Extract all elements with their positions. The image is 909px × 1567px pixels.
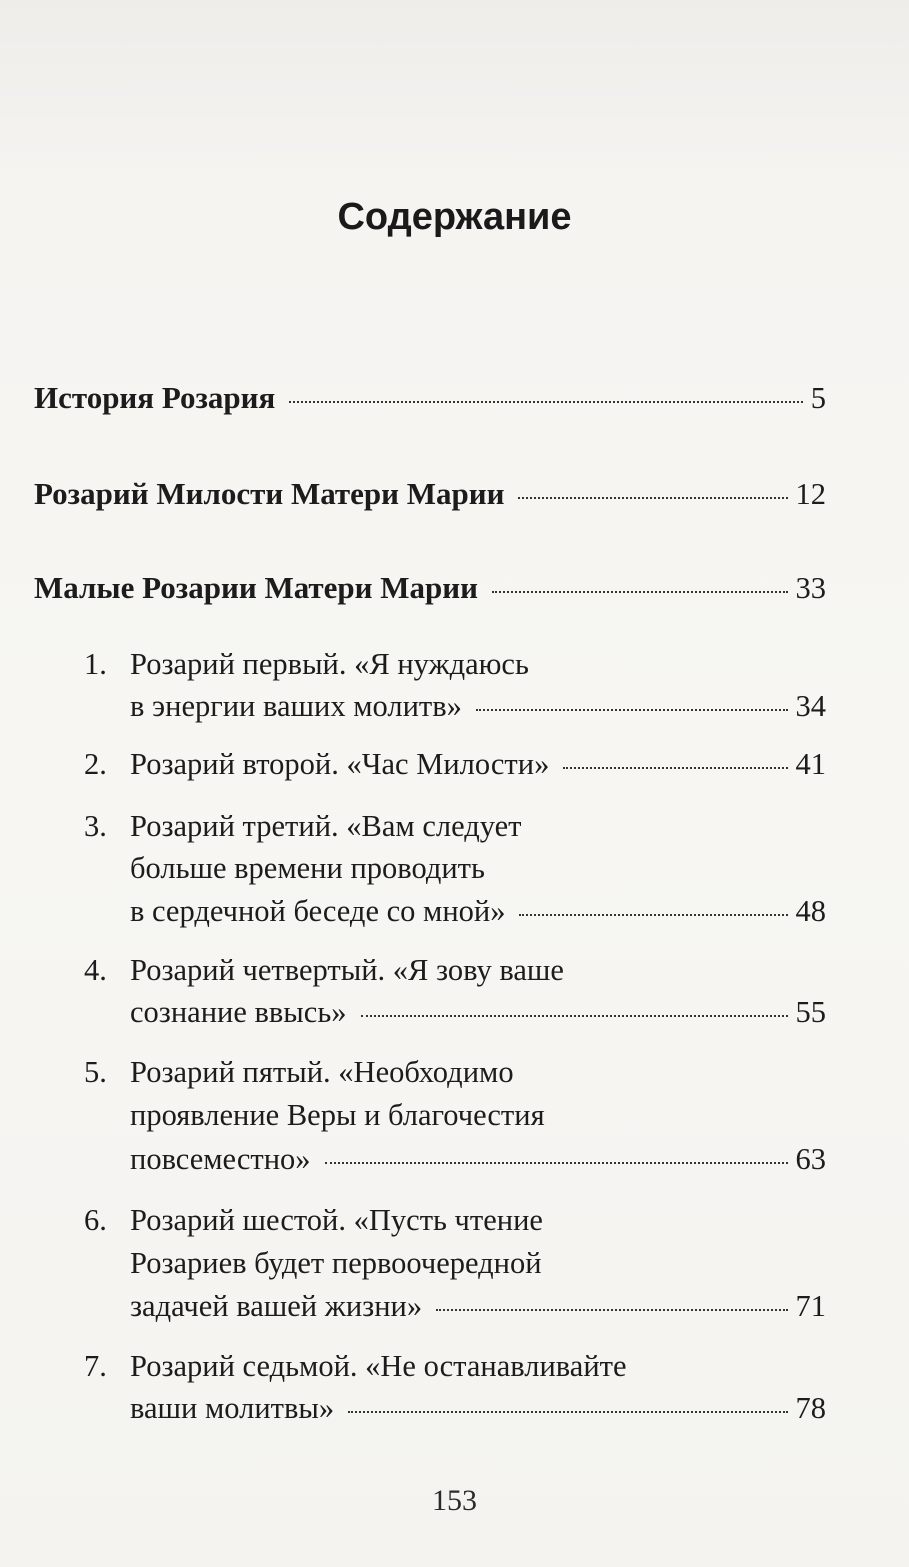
page-reference: 5 [810,381,826,415]
item-line: Розарий третий. «Вам следует [130,809,522,843]
page-reference: 48 [795,894,826,928]
item-number: 2. [84,747,107,781]
item-last-line [130,997,826,1028]
toc-section-history[interactable] [34,382,826,414]
item-line: Розарий четвертый. «Я зову ваше [130,953,564,987]
item-line: сознание ввысь» [130,995,347,1029]
dot-leader [436,1309,787,1311]
section-label: Розарий Милости Матери Марии [34,476,505,511]
dot-leader [325,1162,788,1164]
item-last-line [130,691,826,722]
page-reference: 78 [795,1391,826,1425]
item-line: ваши молитвы» [130,1391,335,1425]
dot-leader [563,767,787,769]
item-line: Розариев будет первоочередной [130,1246,542,1280]
item-line: Розарий второй. «Час Милости» [130,747,550,781]
item-number: 4. [84,953,107,987]
dot-leader [361,1015,788,1017]
dot-leader [476,709,788,711]
item-line: больше времени проводить [130,851,485,885]
section-label: История Розария [34,380,276,415]
page-reference: 41 [795,747,826,781]
item-line: в сердечной беседе со мной» [130,894,506,928]
page-reference: 34 [795,689,826,723]
item-last-line [130,1144,826,1175]
item-number: 7. [84,1349,107,1383]
page-reference: 55 [795,995,826,1029]
page-reference: 33 [795,571,826,605]
page-number: 153 [432,1484,477,1517]
toc-section-mercy-rosary[interactable] [34,478,826,510]
item-line: Розарий первый. «Я нуждаюсь [130,647,529,681]
item-number: 3. [84,809,107,843]
item-line: Розарий седьмой. «Не останавливайте [130,1349,627,1383]
dot-leader [492,591,788,593]
item-line: в энергии ваших молитв» [130,689,462,723]
item-last-line [130,1291,826,1322]
item-line: Розарий шестой. «Пусть чтение [130,1203,543,1237]
toc-section-small-rosaries[interactable] [34,572,826,604]
dot-leader [519,914,787,916]
item-number: 5. [84,1055,107,1089]
item-number: 1. [84,647,107,681]
page-title: Содержание [337,196,572,238]
dot-leader [348,1411,787,1413]
item-last-line [130,1393,826,1424]
dot-leader [289,401,802,403]
item-last-line [130,896,826,927]
item-line: Розарий пятый. «Необходимо [130,1055,514,1089]
item-line: проявление Веры и благочестия [130,1098,545,1132]
page-reference: 63 [795,1142,826,1176]
dot-leader [518,497,787,499]
item-line: повсеместно» [130,1142,311,1176]
page-reference: 71 [795,1289,826,1323]
section-label: Малые Розарии Матери Марии [34,570,478,605]
page-reference: 12 [795,477,826,511]
item-number: 6. [84,1203,107,1237]
item-line: задачей вашей жизни» [130,1289,423,1323]
item-last-line [130,749,826,780]
